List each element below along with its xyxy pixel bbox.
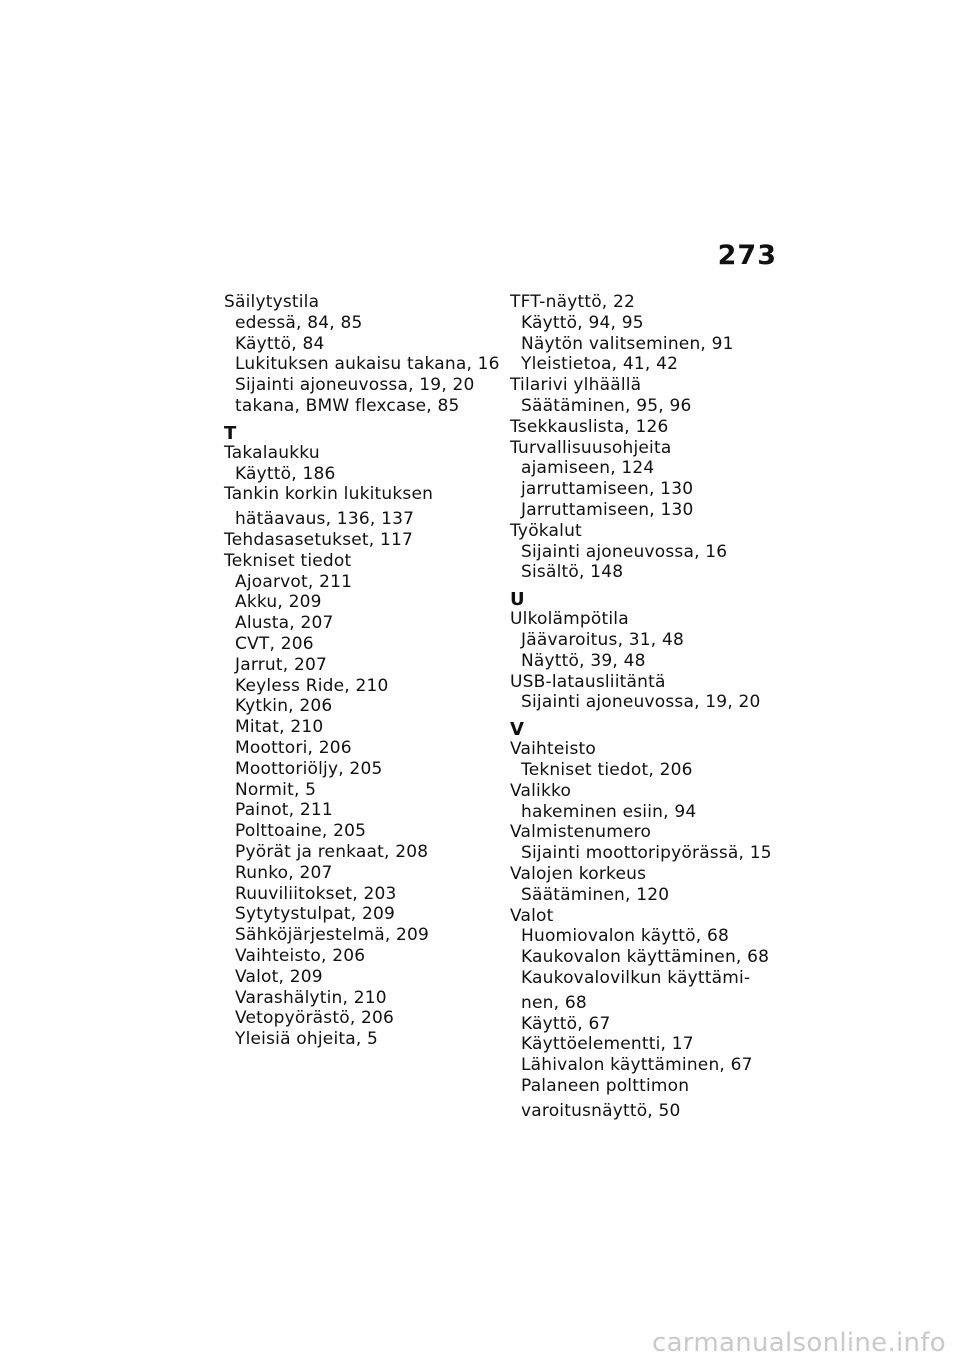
index-subentry: Sijainti moottoripyörässä, 15 [521,843,772,864]
index-subentry: Polttoaine, 205 [235,821,367,842]
index-subentry: jarruttamiseen, 130 [521,479,694,500]
page-number: 273 [717,240,777,271]
index-subentry: Näytön valitseminen, 91 [521,333,734,354]
index-subentry: Sähköjärjestelmä, 209 [235,925,430,946]
index-subentry: Jarrut, 207 [235,654,328,675]
index-subentry: Kaukovalon käyttäminen, 68 [521,947,770,968]
index-subentry: ajamiseen, 124 [521,458,655,479]
index-subentry: Tekniset tiedot, 206 [521,759,693,780]
index-subentry: Näyttö, 39, 48 [521,650,646,671]
index-subentry: edessä, 84, 85 [235,312,363,333]
index-subentry: Sijainti ajoneuvossa, 19, 20 [521,692,761,713]
index-subentry: Sijainti ajoneuvossa, 19, 20 [235,375,475,396]
index-subentry: nen, 68 [521,992,587,1013]
index-subentry: varoitusnäyttö, 50 [521,1100,681,1121]
index-subentry: Ruuviliitokset, 203 [235,883,397,904]
index-entry: USB-latausliitäntä [510,671,666,692]
index-subentry: Mitat, 210 [235,717,324,738]
index-section-letter: T [224,422,237,444]
index-subentry: Ajoarvot, 211 [235,571,353,592]
index-subentry: Varashälytin, 210 [235,987,387,1008]
index-entry: Turvallisuusohjeita [510,437,672,458]
index-subentry: hätäavaus, 136, 137 [235,509,415,530]
index-subentry: Lukituksen aukaisu takana, 16 [235,354,500,375]
index-subentry: Sytytystulpat, 209 [235,904,396,925]
index-subentry: Pyörät ja renkaat, 208 [235,841,429,862]
index-subentry: Käyttöelementti, 17 [521,1034,694,1055]
index-subentry: Jarruttamiseen, 130 [521,499,694,520]
index-subentry: Moottori, 206 [235,737,352,758]
index-subentry: Moottoriöljy, 205 [235,758,383,779]
index-entry: Tankin korkin lukituksen [224,484,434,505]
index-subentry: Sisältö, 148 [521,562,624,583]
index-entry: Vaihteisto [510,739,596,760]
index-subentry: Jäävaroitus, 31, 48 [521,629,685,650]
index-subentry: Yleisiä ohjeita, 5 [235,1029,379,1050]
index-column-right [510,292,800,1121]
index-subentry: Palaneen polttimon [521,1075,690,1096]
index-entry: Valmistenumero [510,822,652,843]
index-entry: Säilytystila [224,292,320,312]
index-subentry: Akku, 209 [235,592,322,613]
index-subentry: Painot, 211 [235,800,333,821]
index-subentry: Käyttö, 186 [235,463,336,484]
index-entry: Valojen korkeus [510,863,647,884]
index-section-letter: V [510,719,524,741]
index-entry: Valot [510,905,554,926]
index-entry: Tsekkauslista, 126 [510,416,669,437]
index-subentry: Valot, 209 [235,966,323,987]
index-subentry: Runko, 207 [235,862,333,883]
index-subentry: takana, BMW flexcase, 85 [235,395,460,416]
index-subentry: Lähivalon käyttäminen, 67 [521,1055,753,1076]
index-entry: Tehdasasetukset, 117 [224,529,414,550]
index-subentry: Vetopyörästö, 206 [235,1008,395,1029]
index-subentry: Säätäminen, 120 [521,884,670,905]
index-section-letter: U [510,589,525,611]
index-subentry: Käyttö, 94, 95 [521,312,644,333]
index-subentry: Normit, 5 [235,779,317,800]
index-subentry: hakeminen esiin, 94 [521,801,697,822]
index-entry: Ulkolämpötila [510,609,629,630]
index-subentry: Huomiovalon käyttö, 68 [521,926,730,947]
index-entry: Tekniset tiedot [224,550,352,571]
index-subentry: Käyttö, 84 [235,333,325,354]
index-subentry: Kytkin, 206 [235,696,333,717]
index-entry: Valikko [510,780,572,801]
index-subentry: Sijainti ajoneuvossa, 16 [521,541,728,562]
index-entry: Takalaukku [224,442,320,463]
index-entry: TFT-näyttö, 22 [510,292,636,312]
index-subentry: Alusta, 207 [235,613,334,634]
index-entry: Tilarivi ylhäällä [510,375,642,396]
index-column-left [224,292,499,1050]
watermark-text[interactable]: carmanualsonline.info [651,1328,946,1358]
index-subentry: Keyless Ride, 210 [235,675,389,696]
index-entry: Työkalut [510,520,582,541]
index-subentry: Säätäminen, 95, 96 [521,395,692,416]
index-subentry: Kaukovalovilkun käyttämi- [521,967,751,988]
index-subentry: Käyttö, 67 [521,1013,611,1034]
index-subentry: CVT, 206 [235,633,314,654]
index-subentry: Yleistietoa, 41, 42 [521,354,679,375]
index-subentry: Vaihteisto, 206 [235,945,366,966]
